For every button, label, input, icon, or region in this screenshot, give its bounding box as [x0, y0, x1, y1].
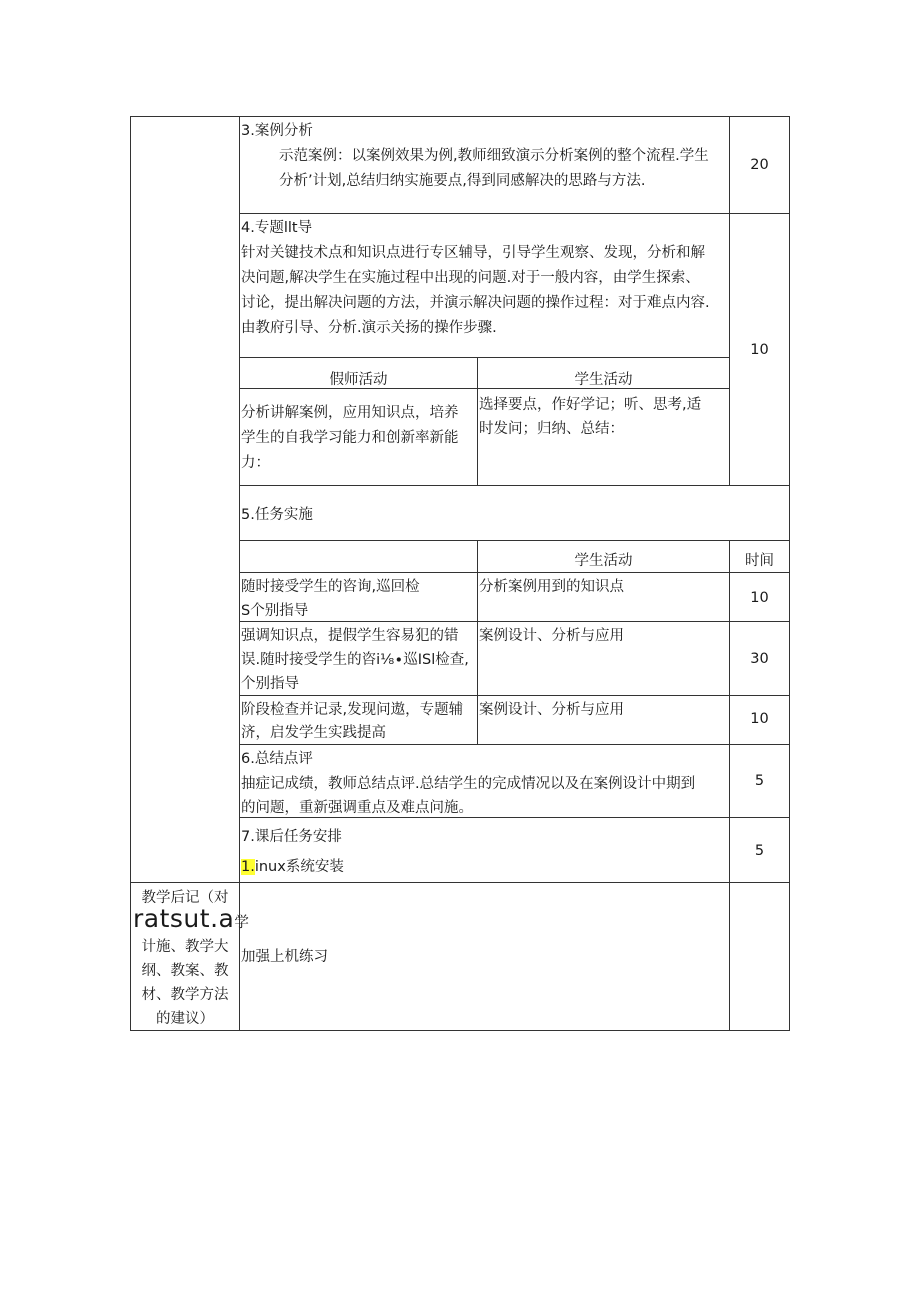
row-rule — [130, 882, 790, 883]
sec7-item — [241, 854, 344, 880]
highlighted-number: 1. — [241, 859, 255, 875]
task-row-time: 30 — [750, 651, 769, 667]
task-row-student: 分析案例用到的知识点 — [479, 579, 624, 595]
sec4-time: 10 — [750, 342, 769, 358]
sec4-body-line: 由教府引导、分析.演示关扬的操作步骤. — [241, 320, 497, 336]
task-row-clip — [240, 598, 477, 620]
student-activity-header: 学生活动 — [574, 372, 633, 388]
task-row-time: 10 — [750, 590, 769, 606]
task-row-student: 案例设计、分析与应用 — [479, 702, 624, 718]
task-row-teacher: 随时接受学生的咨询,巡回检 — [241, 579, 420, 595]
task-row-teacher: 强调知识点，提假学生容易犯的错 — [241, 628, 459, 644]
sec3-body-line: 分析’计划,总结归纳实施要点,得到同感解决的思路与方法. — [279, 173, 646, 189]
notes-label-line: 教学后记（对 — [141, 890, 229, 906]
col-rule — [239, 116, 240, 1031]
sec4-body-line: 针对关键技术点和知识点进行专区辅导，引导学生观察、发现，分析和解 — [241, 245, 705, 261]
row-rule — [239, 357, 729, 358]
notes-content: 加强上机练习 — [241, 949, 328, 965]
task-row-time: 10 — [750, 711, 769, 727]
sec4-title: 4.专题llt导 — [241, 220, 313, 236]
notes-label-line: 纲、教案、教 — [141, 963, 229, 979]
student-activity-line: 时发问；归纳、总结： — [479, 421, 624, 437]
task-row-teacher: 个别指导 — [241, 676, 299, 692]
sec5-time-header: 时间 — [745, 553, 774, 569]
sec6-body-line: 抽症记成绩，教师总结点评.总结学生的完成情况以及在案例设计中期到 — [241, 776, 696, 792]
teacher-activity-line: 学生的自我学习能力和创新率新能 — [241, 430, 459, 446]
row-rule — [130, 116, 790, 117]
row-rule — [239, 621, 790, 622]
sec7-title: 7.课后任务安排 — [241, 829, 342, 845]
sec3-body-line: 示范案例：以案例效果为例,教师细致演示分析案例的整个流程.学生 — [279, 148, 709, 164]
sec7-item-text: inux系统安装 — [254, 859, 344, 875]
teacher-activity-header: 假师活动 — [329, 372, 388, 388]
teacher-activity-line: 分析讲解案例，应用知识点，培养 — [241, 405, 459, 421]
task-row-teacher: 误.随时接受学生的咨i⅛∙巡ISl检查, — [241, 652, 469, 668]
notes-label-line: 材、教学方法 — [141, 987, 229, 1003]
sec3-time: 20 — [750, 157, 769, 173]
task-row-teacher: 阶段检查并记录,发现问遨，专题辅 — [241, 702, 464, 718]
task-row-student: 案例设计、分析与应用 — [479, 628, 624, 644]
row-rule — [239, 540, 790, 541]
sec6-time: 5 — [754, 773, 765, 789]
col-rule — [789, 116, 790, 1031]
sec4-body-line: 讨论，提出解决问题的方法，并演示解决问题的操作过程：对于难点内容. — [241, 295, 710, 311]
sec5-student-header: 学生活动 — [574, 553, 633, 569]
teacher-activity-line: 力： — [241, 455, 270, 471]
notes-label-big: ratsut.a — [133, 904, 235, 933]
sec3-title: 3.案例分析 — [241, 123, 313, 139]
sec6-title: 6.总结点评 — [241, 751, 313, 767]
notes-label-line — [133, 904, 249, 936]
row-rule — [239, 485, 790, 486]
notes-label-tail: 学 — [234, 915, 249, 931]
student-activity-line: 选择要点，作好学记；听、思考,适 — [479, 397, 702, 413]
task-row-teacher: S个别指导 — [241, 603, 309, 619]
row-rule — [239, 695, 790, 696]
task-row-teacher: 济，启发学生实践提高 — [241, 725, 386, 741]
sec5-title: 5.任务实施 — [241, 507, 313, 523]
sec4-body-line: 决问题,解决学生在实施过程中出现的问题.对于一般内容，由学生探索、 — [241, 270, 700, 286]
notes-label-line: 计施、教学大 — [141, 939, 229, 955]
sec6-body-line: 的问题，重新强调重点及难点问施。 — [241, 800, 473, 816]
notes-label-line: 的建议） — [156, 1011, 214, 1027]
row-rule — [239, 213, 790, 214]
sec7-time: 5 — [754, 843, 765, 859]
